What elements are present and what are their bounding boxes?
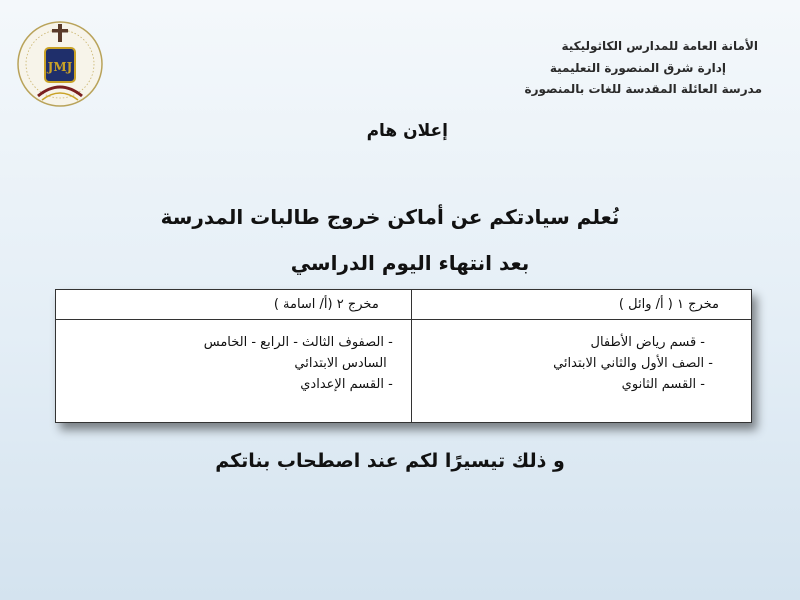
announcement-headline: [120, 194, 660, 286]
exit-2-line: السادس الابتدائي: [294, 356, 387, 371]
exit-1-cell: [411, 320, 751, 423]
exit-1-line: - القسم الثانوي: [621, 377, 705, 392]
exit-2-cell: [56, 320, 412, 423]
exit-2-header: مخرج ٢ (أ/ اسامة ): [56, 290, 412, 320]
headline-line-2: بعد انتهاء اليوم الدراسي: [290, 251, 530, 275]
header-school-name: مدرسة العائلة المقدسة للغات بالمنصورة: [524, 82, 762, 96]
exit-1-line: - الصف الأول والثاني الابتدائي: [553, 356, 713, 371]
school-logo: [16, 14, 104, 114]
school-header: [442, 36, 762, 101]
school-crest-icon: [16, 14, 104, 114]
crest-monogram: JMJ: [47, 60, 73, 74]
exit-1-header: مخرج ١ ( أ/ وائل ): [411, 290, 751, 320]
header-directorate: إدارة شرق المنصورة التعليمية: [549, 60, 726, 75]
exits-table: [55, 289, 752, 423]
headline-line-1: نُعلم سيادتكم عن أماكن خروج طالبات المدرسة: [160, 205, 620, 229]
exit-2-line: - الصفوف الثالث - الرابع - الخامس: [203, 335, 393, 350]
header-secretariat: الأمانة العامة للمدارس الكاثوليكية: [561, 39, 758, 53]
table-row: [56, 320, 752, 423]
exit-2-line: - القسم الإعدادي: [300, 377, 393, 392]
closing-note: و ذلك تيسيرًا لكم عند اصطحاب بناتكم: [215, 450, 565, 472]
exits-table-container: [55, 289, 752, 423]
announcement-title: إعلان هام: [366, 121, 448, 141]
exit-1-line: - قسم رياض الأطفال: [590, 335, 705, 350]
table-header-row: [56, 290, 752, 320]
